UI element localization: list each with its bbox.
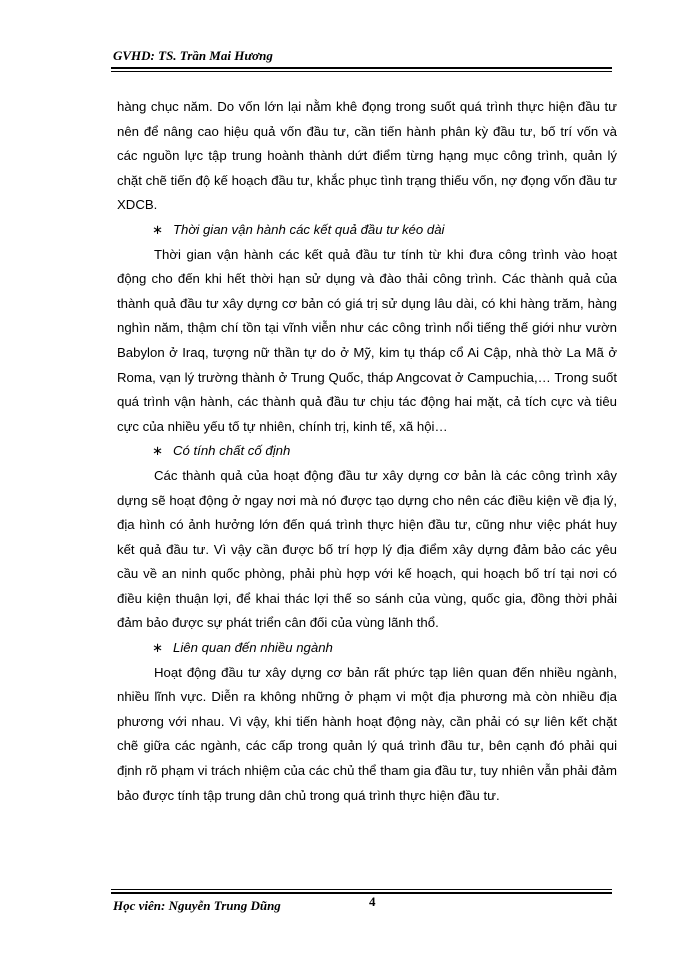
paragraph-2: Thời gian vận hành các kết quả đầu tư tính từ khi đưa công trình vào hoạt động cho đến khi hết thời hạn sử dụng và đào thải công trình. Các thành quả của thành quả đầu tư xây dựng cơ bản có giá trị sử dụng lâu dài, có khi hàng trăm, hàng nghìn năm, thậm chí tồn tại vĩnh viễn như các công trình nổi tiếng thế giới như vườn Babylon ở Iraq, tượng nữ thần tự do ở Mỹ, kim tụ tháp cổ Ai Cập, nhà thờ La Mã ở Roma, vạn lý trường thành ở Trung Quốc, tháp Angcovat ở Campuchia,… Trong suốt quá trình vận hành, các thành quả đầu tư chịu tác động hai mặt, cả tích cực và tiêu cực của nhiều yếu tố tự nhiên, chính trị, kinh tế, xã hội…	[117, 246, 617, 434]
footer-rule-thick	[111, 892, 612, 894]
header-rule-thick	[111, 67, 612, 69]
page-number: 4	[369, 894, 376, 909]
section-heading-3-text: Liên quan đến nhiều ngành	[173, 640, 333, 656]
body-text	[117, 95, 617, 808]
bullet-icon: ∗	[152, 640, 164, 656]
paragraph-3: Các thành quả của hoạt động đầu tư xây dựng cơ bản là các công trình xây dựng sẽ hoạt động ở ngay nơi mà nó được tạo dựng cho nên các điều kiện về địa lý, địa hình có ảnh hưởng lớn đến quá trình thực hiện đầu tư, cũng như việc phát huy kết quả đầu tư. Vì vậy cần được bố trí hợp lý địa điểm xây dựng đảm bảo các yêu cầu về an ninh quốc phòng, phải phù hợp với kế hoạch, qui hoạch bố trí tại nơi có điều kiện thuận lợi, để khai thác lợi thế so sánh của vùng, quốc gia, đồng thời phải đảm bảo được sự phát triển cân đối của vùng lãnh thổ.	[117, 467, 617, 631]
section-heading-1-text: Thời gian vận hành các kết quả đầu tư kéo dài	[173, 221, 445, 237]
page-header-supervisor: GVHD: TS. Trần Mai Hương	[113, 48, 273, 63]
section-heading-2	[117, 439, 617, 464]
section-heading-1	[117, 218, 617, 243]
footer-rule-thin	[111, 889, 612, 890]
bullet-icon: ∗	[152, 221, 164, 237]
page-footer-student: Học viên: Nguyễn Trung Dũng	[113, 898, 281, 913]
section-heading-3	[117, 636, 617, 661]
section-heading-2-text: Có tính chất cố định	[173, 443, 291, 459]
bullet-icon: ∗	[152, 443, 164, 459]
paragraph-4: Hoạt động đầu tư xây dựng cơ bản rất phức tạp liên quan đến nhiều ngành, nhiều lĩnh vực. Diễn ra không những ở phạm vi một địa phương mà còn nhiều địa phương với nhau. Vì vậy, khi tiến hành hoạt động này, cần phải có sự liên kết chặt chẽ giữa các ngành, các cấp trong quản lý quá trình đầu tư, bên cạnh đó phải qui định rõ phạm vi trách nhiệm của các chủ thể tham gia đầu tư, tuy nhiên vẫn phải đảm bảo được tính tập trung dân chủ trong quá trình thực hiện đầu tư.	[117, 664, 617, 803]
header-rule-thin	[111, 71, 612, 72]
paragraph-1: hàng chục năm. Do vốn lớn lại nằm khê đọng trong suốt quá trình thực hiện đầu tư nên để nâng cao hiệu quả vốn đầu tư, cần tiến hành phân kỳ đầu tư, bố trí vốn và các nguồn lực tập trung hoành thành dứt điểm từng hạng mục công trình, quản lý chặt chẽ tiến độ kế hoạch đầu tư, khắc phục tình trạng thiếu vốn, nợ đọng vốn đầu tư XDCB.	[117, 99, 617, 213]
